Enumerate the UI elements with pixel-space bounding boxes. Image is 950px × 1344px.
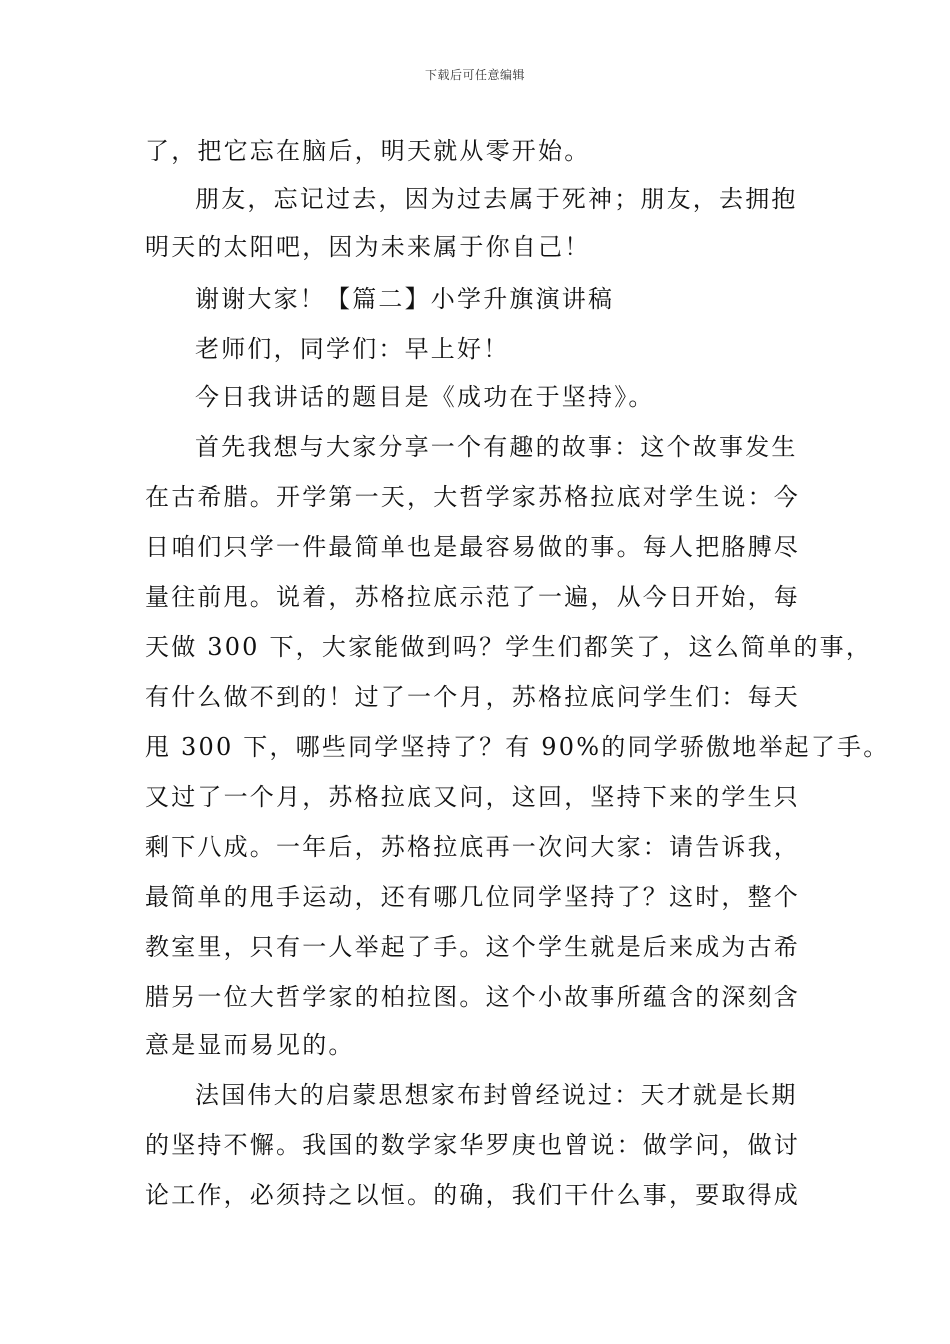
text-line: 谢谢大家！【篇二】小学升旗演讲稿 (195, 285, 615, 313)
text-line: 的坚持不懈。我国的数学家华罗庚也曾说：做学问，做讨 (145, 1131, 800, 1159)
text-line: 论工作，必须持之以恒。的确，我们干什么事，要取得成 (145, 1181, 800, 1209)
text-line: 法国伟大的启蒙思想家布封曾经说过：天才就是长期 (195, 1081, 798, 1109)
text-line: 明天的太阳吧，因为未来属于你自己！ (145, 233, 591, 261)
text-line: 日咱们只学一件最简单也是最容易做的事。每人把胳膊尽 (145, 533, 800, 561)
text-line: 量往前甩。说着，苏格拉底示范了一遍，从今日开始，每 (145, 583, 800, 611)
text-line: 天做 300 下，大家能做到吗？学生们都笑了，这么简单的事， (145, 633, 873, 661)
text-line: 今日我讲话的题目是《成功在于坚持》。 (195, 383, 655, 411)
text-line: 老师们，同学们：早上好！ (195, 335, 510, 363)
text-line: 教室里，只有一人举起了手。这个学生就是后来成为古希 (145, 933, 800, 961)
text-line: 意是显而易见的。 (145, 1031, 355, 1059)
text-line: 首先我想与大家分享一个有趣的故事：这个故事发生 (195, 433, 798, 461)
text-line: 朋友，忘记过去，因为过去属于死神；朋友，去拥抱 (195, 185, 798, 213)
text-line: 腊另一位大哲学家的柏拉图。这个小故事所蕴含的深刻含 (145, 983, 800, 1011)
text-line: 甩 300 下，哪些同学坚持了？有 90%的同学骄傲地举起了手。 (145, 733, 890, 761)
text-line: 最简单的甩手运动，还有哪几位同学坚持了？这时，整个 (145, 883, 800, 911)
text-line: 剩下八成。一年后，苏格拉底再一次问大家：请告诉我， (145, 833, 800, 861)
text-line: 在古希腊。开学第一天，大哲学家苏格拉底对学生说：今 (145, 483, 800, 511)
text-line: 又过了一个月，苏格拉底又问，这回，坚持下来的学生只 (145, 783, 800, 811)
text-line: 有什么做不到的！过了一个月，苏格拉底问学生们：每天 (145, 683, 800, 711)
page-header: 下载后可任意编辑 (424, 68, 525, 82)
text-line: 了，把它忘在脑后，明天就从零开始。 (145, 137, 591, 165)
